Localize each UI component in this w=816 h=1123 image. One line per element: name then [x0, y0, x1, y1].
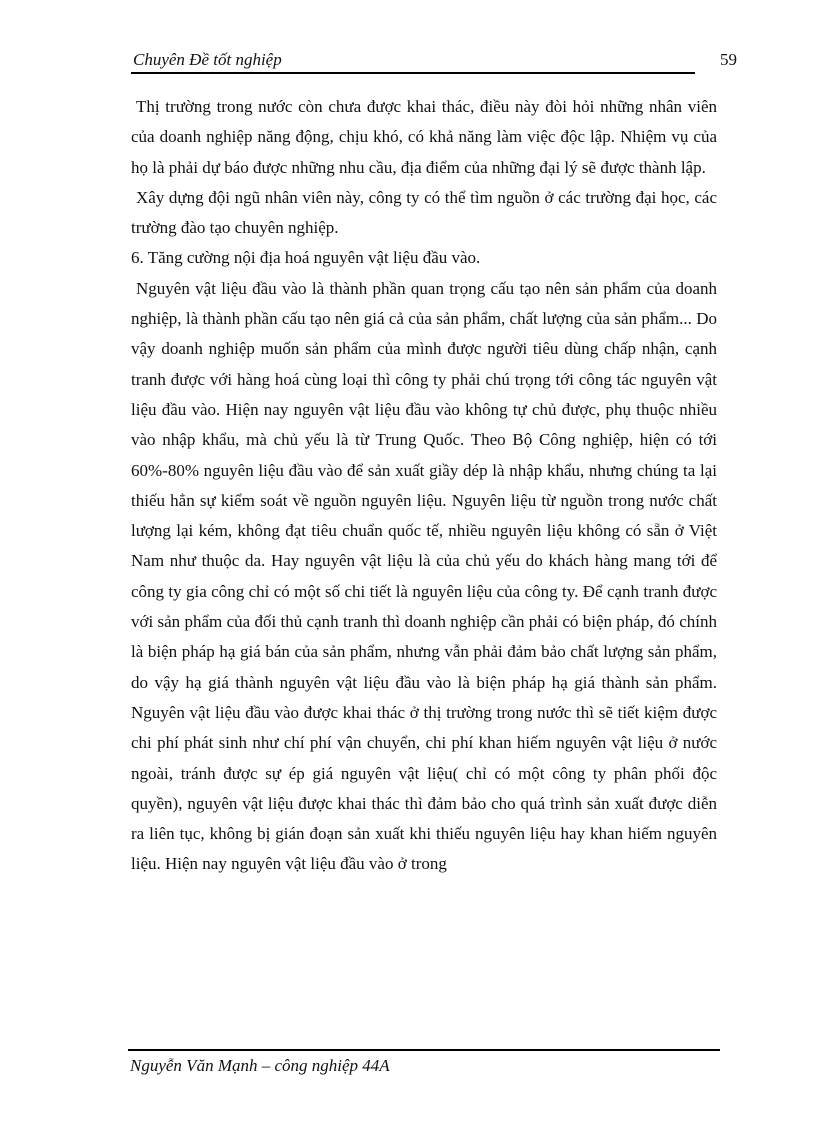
body-text	[131, 92, 717, 880]
footer-divider	[128, 1049, 720, 1051]
header-divider	[131, 72, 695, 74]
page-number: 59	[720, 50, 737, 69]
footer-author: Nguyễn Văn Mạnh – công nghiệp 44A	[130, 1056, 390, 1075]
paragraph: Nguyên vật liệu đầu vào là thành phần quan trọng cấu tạo nên sản phẩm của doanh nghiệp, là thành phần cấu tạo nên giá cả của sản phẩm, chất lượng của sản phẩm... Do vậy doanh nghiệp muốn sản phẩm của mình được người tiêu dùng chấp nhận, cạnh tranh được với hàng hoá cùng loại thì công ty phải chú trọng tới công tác nguyên vật liệu đầu vào. Hiện nay nguyên vật liệu đầu vào không tự chủ được, phụ thuộc nhiều vào nhập khẩu, mà chủ yếu là từ Trung Quốc. Theo Bộ Công nghiệp, hiện có tới 60%-80% nguyên liệu đầu vào để sản xuất giầy dép là nhập khẩu, nhưng chúng ta lại thiếu hẳn sự kiểm soát về nguồn nguyên liệu. Nguyên liệu từ nguồn trong nước chất lượng lại kém, không đạt tiêu chuẩn quốc tế, nhiều nguyên liệu không có sẵn ở Việt Nam như thuộc da. Hay nguyên vật liệu là của chủ yếu do khách hàng mang tới để công ty gia công chỉ có một số chi tiết là nguyên liệu của công ty. Để cạnh tranh được với sản phẩm của đối thủ cạnh tranh thì doanh nghiệp cần phải có biện pháp, đó chính là biện pháp hạ giá bán của sản phẩm, nhưng vẫn phải đảm bảo chất lượng sản phẩm, do vậy hạ giá thành nguyên vật liệu đầu vào là biện pháp hạ giá thành sản phẩm. Nguyên vật liệu đầu vào được khai thác ở thị trường trong nước thì sẽ tiết kiệm được chi phí phát sinh như chí phí vận chuyển, chi phí khan hiếm nguyên vật liệu ở nước ngoài, tránh được sự ép giá nguyên vật liệu( chỉ có một công ty phân phối độc quyền), nguyên vật liệu được khai thác thì đảm bảo cho quá trình sản xuất được diễn ra liên tục, không bị gián đoạn sản xuất khi thiếu nguyên liệu hay khan hiếm nguyên liệu. Hiện nay nguyên vật liệu đầu vào ở trong	[131, 278, 717, 874]
paragraph: Thị trường trong nước còn chưa được khai thác, điều này đòi hỏi những nhân viên của doanh nghiệp năng động, chịu khó, có khả năng làm việc độc lập. Nhiệm vụ của họ là phải dự báo được những nhu cầu, địa điểm của những đại lý sẽ được thành lập.	[131, 97, 717, 177]
section-heading: 6. Tăng cường nội địa hoá nguyên vật liệu đầu vào.	[131, 248, 481, 268]
paragraph: Xây dựng đội ngũ nhân viên này, công ty có thể tìm nguồn ở các trường đại học, các trường đào tạo chuyên nghiệp.	[131, 187, 717, 238]
document-title: Chuyên Đề tốt nghiệp	[133, 50, 282, 69]
page-header	[131, 48, 737, 72]
